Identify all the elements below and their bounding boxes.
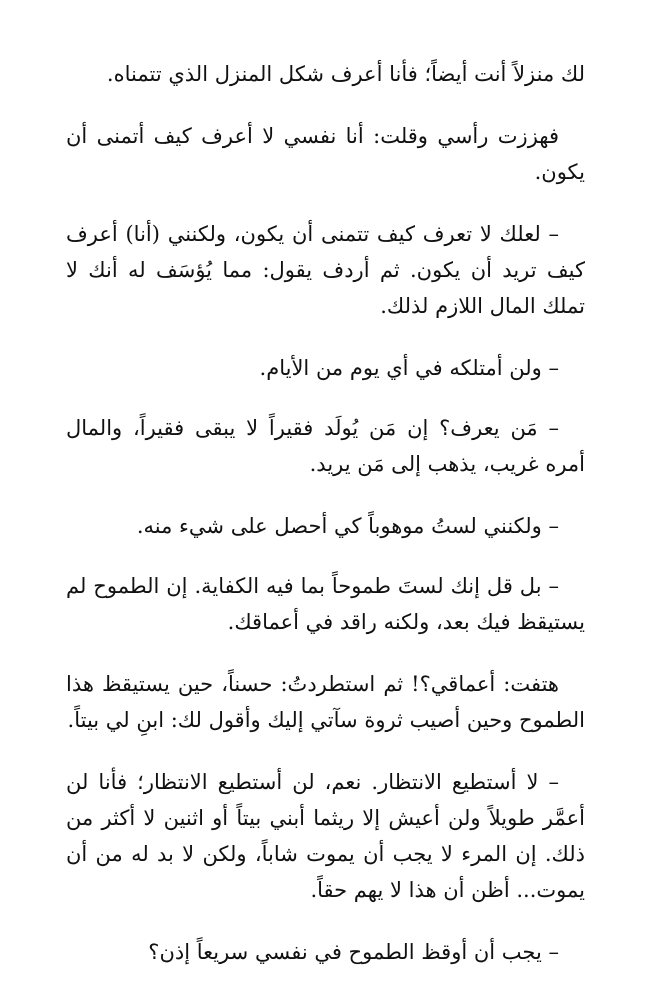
paragraph-10: – يجب أن أوقظ الطموح في نفسي سريعاً إذن؟ [148, 940, 559, 964]
paragraph-1: لك منزلاً أنت أيضاً؛ فأنا أعرف شكل المنزل الذي تتمناه. [106, 62, 585, 86]
paragraph-7: – بل قل إنك لستَ طموحاً بما فيه الكفاية. إن الطموح لم يستيقظ فيك بعد، ولكنه راقد في أعماقك. [66, 574, 585, 634]
paragraph-5: – مَن يعرف؟ إن مَن يُولَد فقيراً لا يبقى فقيراً، والمال أمره غريب، يذهب إلى مَن يريد. [66, 416, 585, 476]
paragraph-9: – لا أستطيع الانتظار. نعم، لن أستطيع الانتظار؛ فأنا لن أعمَّر طويلاً ولن أعيش إلا ريثما أبني بيتاً أو اثنين لا أكثر من ذلك. إن المرء لا يجب أن يموت شاباً، ولكن لا بد له من أن يموت... أظن أن هذا لا يهم حقاً. [66, 770, 585, 902]
paragraph-2: فهززت رأسي وقلت: أنا نفسي لا أعرف كيف أتمنى أن يكون. [66, 124, 585, 184]
paragraph-6: – ولكنني لستُ موهوباً كي أحصل على شيء منه. [136, 514, 559, 538]
paragraph-4: – ولن أمتلكه في أي يوم من الأيام. [259, 356, 559, 380]
paragraph-8: هتفت: أعماقي؟! ثم استطردتُ: حسناً، حين يستيقظ هذا الطموح وحين أصيب ثروة سآتي إليك وأقول لك: ابنِ لي بيتاً. [66, 672, 585, 732]
paragraph-3: – لعلك لا تعرف كيف تتمنى أن يكون، ولكنني (أنا) أعرف كيف تريد أن يكون. ثم أردف يقول: مما يُؤسَف له أنك لا تملك المال اللازم لذلك. [66, 222, 585, 318]
